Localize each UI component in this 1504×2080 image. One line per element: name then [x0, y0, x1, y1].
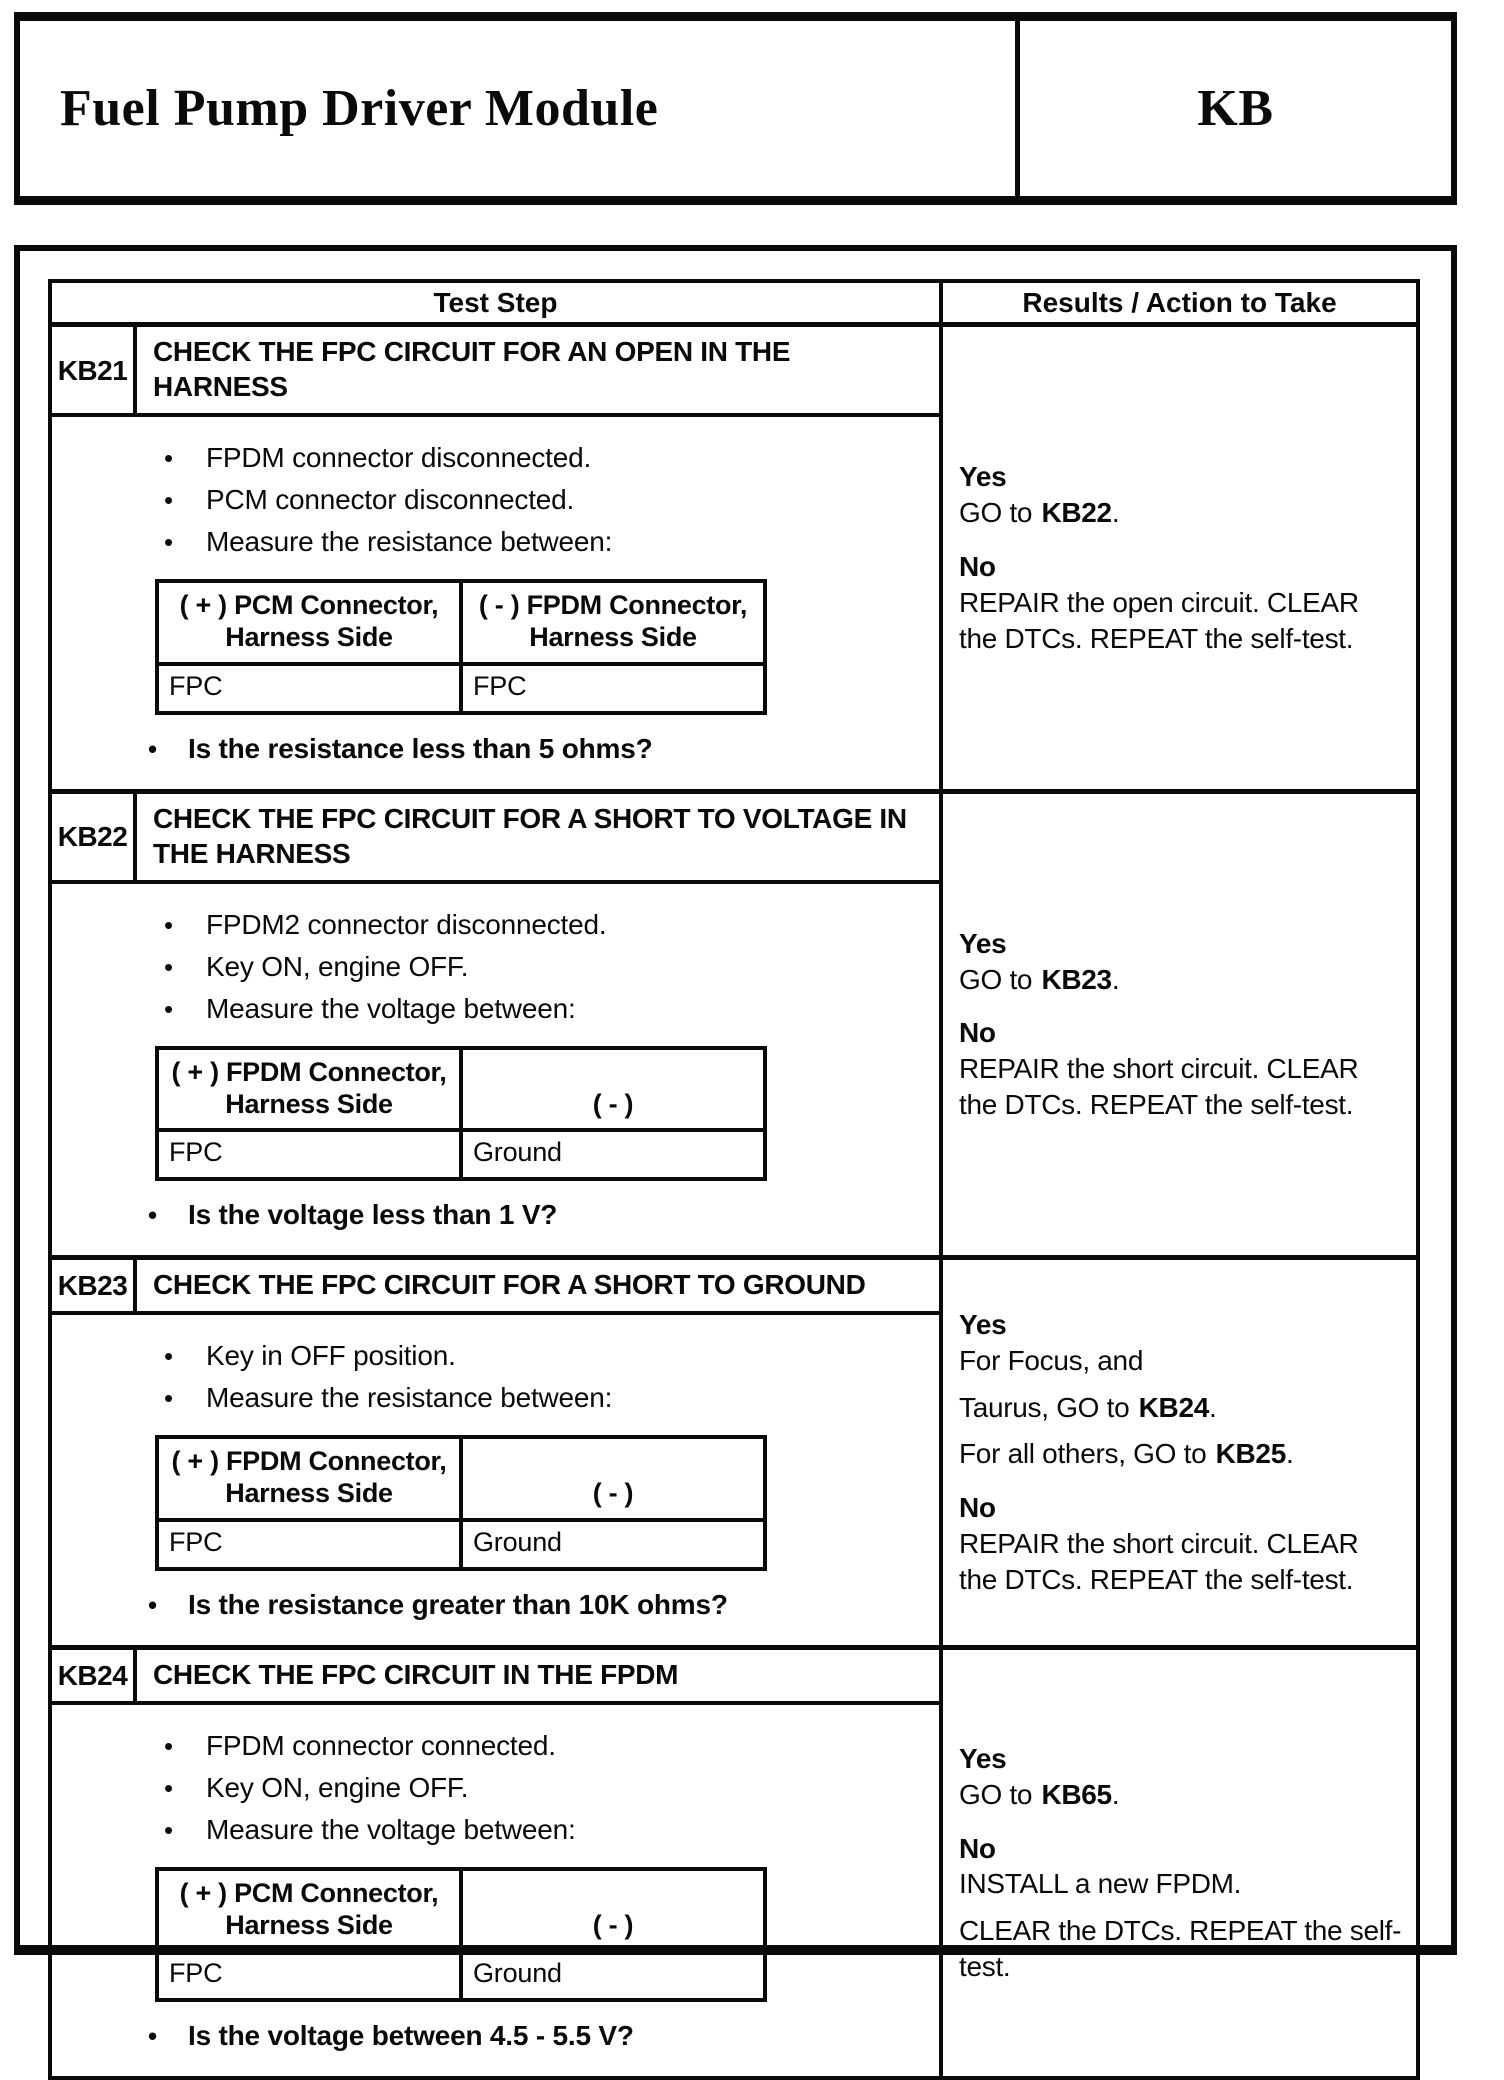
- instruction-item: [52, 1338, 923, 1373]
- instruction-item: [52, 482, 923, 517]
- question-text: Is the voltage between 4.5 - 5.5 V?: [188, 2020, 634, 2052]
- measure-header-minus: ( - ) FPDM Connector, Harness Side: [461, 581, 765, 664]
- instruction-text: FPDM2 connector disconnected.: [206, 908, 607, 940]
- no-label: No: [959, 1832, 996, 1864]
- step-id-badge: KB23: [52, 1260, 137, 1311]
- bullet-icon: [164, 482, 206, 517]
- no-action: [959, 1526, 1402, 1598]
- measure-header-plus: ( + ) FPDM Connector, Harness Side: [157, 1048, 461, 1131]
- column-header-results: Results / Action to Take: [1022, 287, 1337, 318]
- no-result-group: [959, 1015, 1402, 1122]
- pinpoint-test-code: KB: [1197, 80, 1274, 137]
- pinpoint-test-code-cell: [1020, 21, 1451, 196]
- table-header-row: [52, 283, 1416, 327]
- diagnostic-table: [48, 279, 1420, 2080]
- bullet-icon: [164, 949, 206, 984]
- test-step-section-kb21: [52, 327, 1416, 789]
- action-text: REPAIR the open circuit. CLEAR the DTCs. REPEAT the self-test.: [959, 586, 1359, 654]
- yes-result-group: [959, 1741, 1402, 1813]
- results-cell: [943, 794, 1416, 1256]
- test-step-cell: [52, 794, 943, 1256]
- no-result-group: [959, 1490, 1402, 1597]
- instruction-item: [52, 1770, 923, 1805]
- step-head: [52, 327, 939, 417]
- no-label: No: [959, 1017, 996, 1049]
- action-text: For Focus, and: [959, 1344, 1144, 1376]
- step-title: CHECK THE FPC CIRCUIT FOR A SHORT TO VOLTAGE IN THE HARNESS: [153, 802, 907, 869]
- measure-header-minus: ( - ): [461, 1437, 765, 1520]
- yes-label: Yes: [959, 1742, 1007, 1774]
- page-title: Fuel Pump Driver Module: [60, 80, 659, 137]
- instruction-item: [52, 1812, 923, 1847]
- bullet-icon: [148, 2018, 188, 2053]
- instruction-text: Key ON, engine OFF.: [206, 1771, 469, 1803]
- step-instructions: [52, 1315, 939, 1645]
- test-step-section-kb24: [52, 1645, 1416, 2077]
- question-text: Is the resistance greater than 10K ohms?: [188, 1588, 728, 1620]
- action-text: REPAIR the short circuit. CLEAR the DTCs. REPEAT the self-test.: [959, 1053, 1359, 1121]
- step-head: [52, 1260, 939, 1315]
- bullet-icon: [148, 731, 188, 766]
- action-text: GO to: [959, 1778, 1033, 1810]
- bullet-icon: [164, 991, 206, 1026]
- yes-action: [959, 1390, 1402, 1426]
- step-id-badge: KB21: [52, 327, 137, 413]
- yes-action: [959, 1777, 1402, 1813]
- step-id-badge: KB24: [52, 1650, 137, 1701]
- bullet-icon: [164, 1728, 206, 1763]
- yes-result-group: [959, 1307, 1402, 1472]
- bullet-icon: [164, 907, 206, 942]
- instruction-text: Key ON, engine OFF.: [206, 950, 469, 982]
- yes-label: Yes: [959, 1308, 1007, 1340]
- step-question: [52, 1587, 923, 1622]
- yes-label: Yes: [959, 461, 1007, 493]
- measure-header-minus: ( - ): [461, 1869, 765, 1952]
- no-action: [959, 1051, 1402, 1123]
- action-text: GO to: [959, 497, 1033, 529]
- no-action: [959, 1866, 1402, 1902]
- measure-value-plus: FPC: [157, 664, 461, 713]
- measure-value-minus: FPC: [461, 664, 765, 713]
- action-text: .: [1111, 497, 1120, 529]
- bullet-icon: [164, 1380, 206, 1415]
- bullet-icon: [164, 1770, 206, 1805]
- no-label: No: [959, 1492, 996, 1524]
- action-text: .: [1111, 1778, 1120, 1810]
- step-id-badge: KB22: [52, 794, 137, 880]
- action-text: GO to: [959, 963, 1033, 995]
- measure-header-minus: ( - ): [461, 1048, 765, 1131]
- yes-result-group: [959, 926, 1402, 998]
- instruction-text: Measure the voltage between:: [206, 1813, 576, 1845]
- step-title: CHECK THE FPC CIRCUIT FOR AN OPEN IN THE HARNESS: [153, 336, 791, 402]
- instruction-text: PCM connector disconnected.: [206, 484, 575, 515]
- question-text: Is the resistance less than 5 ohms?: [188, 732, 653, 764]
- yes-label: Yes: [959, 927, 1007, 959]
- instruction-text: FPDM connector disconnected.: [206, 442, 592, 473]
- measurement-table: [155, 1867, 767, 2003]
- bullet-icon: [164, 1338, 206, 1373]
- bullet-icon: [164, 440, 206, 475]
- no-action: [959, 1913, 1402, 1985]
- column-header-test-step: Test Step: [52, 283, 943, 322]
- measure-value-plus: FPC: [157, 1951, 461, 2000]
- measure-value-plus: FPC: [157, 1130, 461, 1179]
- yes-action: [959, 1436, 1402, 1472]
- action-text: INSTALL a new FPDM.: [959, 1868, 1242, 1900]
- no-label: No: [959, 550, 996, 582]
- instruction-text: Measure the voltage between:: [206, 992, 576, 1024]
- measurement-table: [155, 579, 767, 715]
- yes-action: [959, 1343, 1402, 1379]
- step-title: CHECK THE FPC CIRCUIT IN THE FPDM: [153, 1658, 679, 1690]
- step-instructions: [52, 884, 939, 1256]
- measure-value-minus: Ground: [461, 1520, 765, 1569]
- question-text: Is the voltage less than 1 V?: [188, 1199, 558, 1231]
- measure-header-plus: ( + ) PCM Connector, Harness Side: [157, 581, 461, 664]
- action-text: Taurus, GO to: [959, 1391, 1130, 1423]
- yes-result-group: [959, 459, 1402, 531]
- no-result-group: [959, 1831, 1402, 1985]
- results-cell: [943, 327, 1416, 789]
- measurement-table: [155, 1435, 767, 1571]
- instruction-item: [52, 1728, 923, 1763]
- step-question: [52, 731, 923, 766]
- instruction-item: [52, 524, 923, 559]
- instruction-item: [52, 907, 923, 942]
- goto-step-code: KB65: [1041, 1778, 1112, 1810]
- test-step-section-kb23: [52, 1255, 1416, 1645]
- instruction-item: [52, 991, 923, 1026]
- instruction-text: Key in OFF position.: [206, 1340, 456, 1372]
- bullet-icon: [164, 524, 206, 559]
- instruction-item: [52, 440, 923, 475]
- action-text: .: [1209, 1391, 1217, 1423]
- action-text: .: [1285, 1438, 1294, 1470]
- goto-step-code: KB25: [1215, 1438, 1286, 1470]
- main-content-box: [14, 245, 1457, 2052]
- instruction-text: Measure the resistance between:: [206, 526, 613, 557]
- yes-action: [959, 495, 1402, 531]
- step-instructions: [52, 417, 939, 789]
- measure-value-minus: Ground: [461, 1951, 765, 2000]
- goto-step-code: KB23: [1041, 963, 1112, 995]
- action-text: REPAIR the short circuit. CLEAR the DTCs. REPEAT the self-test.: [959, 1528, 1359, 1595]
- test-step-cell: [52, 1260, 943, 1645]
- no-result-group: [959, 549, 1402, 656]
- yes-action: [959, 962, 1402, 998]
- measure-header-plus: ( + ) PCM Connector, Harness Side: [157, 1869, 461, 1952]
- measure-header-plus: ( + ) FPDM Connector, Harness Side: [157, 1437, 461, 1520]
- measure-value-plus: FPC: [157, 1520, 461, 1569]
- action-text: For all others, GO to: [959, 1438, 1207, 1470]
- measure-value-minus: Ground: [461, 1130, 765, 1179]
- results-cell: [943, 1260, 1416, 1645]
- instruction-item: [52, 949, 923, 984]
- step-question: [52, 2018, 923, 2053]
- instruction-item: [52, 1380, 923, 1415]
- goto-step-code: KB24: [1138, 1391, 1210, 1423]
- instruction-text: Measure the resistance between:: [206, 1382, 613, 1414]
- goto-step-code: KB22: [1041, 497, 1112, 529]
- action-text: CLEAR the DTCs. REPEAT the self-test.: [959, 1915, 1402, 1983]
- page-header: [14, 12, 1457, 205]
- bullet-icon: [148, 1197, 188, 1232]
- results-cell: [943, 1650, 1416, 2077]
- action-text: .: [1111, 963, 1120, 995]
- step-instructions: [52, 1705, 939, 2077]
- test-step-section-kb22: [52, 789, 1416, 1256]
- test-step-cell: [52, 327, 943, 789]
- page-title-cell: [20, 21, 1020, 196]
- step-question: [52, 1197, 923, 1232]
- step-head: [52, 794, 939, 884]
- instruction-text: FPDM connector connected.: [206, 1729, 556, 1761]
- bullet-icon: [148, 1587, 188, 1622]
- no-action: [959, 585, 1402, 657]
- measurement-table: [155, 1046, 767, 1182]
- bullet-icon: [164, 1812, 206, 1847]
- step-head: [52, 1650, 939, 1705]
- step-title: CHECK THE FPC CIRCUIT FOR A SHORT TO GROUND: [153, 1269, 866, 1301]
- test-step-cell: [52, 1650, 943, 2077]
